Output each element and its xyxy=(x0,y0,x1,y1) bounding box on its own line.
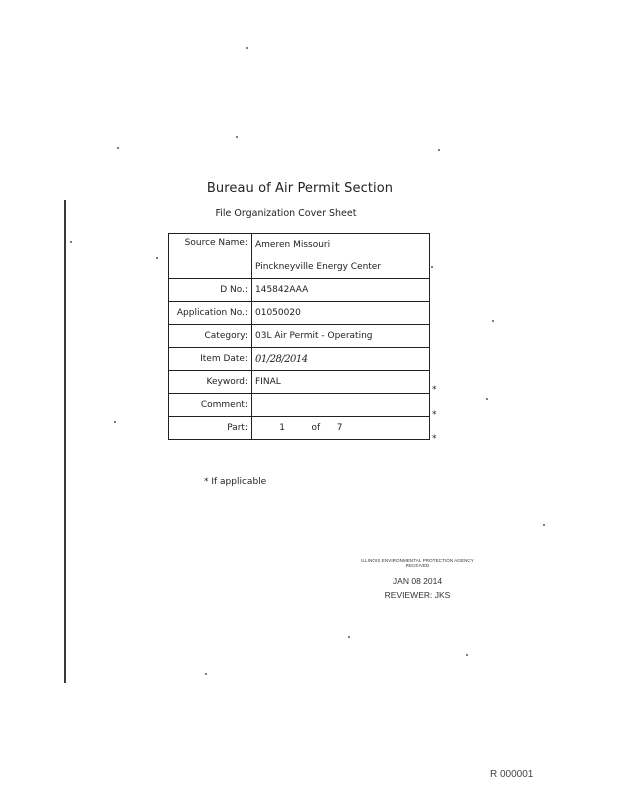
table-row xyxy=(169,394,430,417)
id-value: 145842AAA xyxy=(252,279,430,302)
table-row xyxy=(169,371,430,394)
item-date-value: 01/28/2014 xyxy=(252,348,430,371)
table-row xyxy=(169,279,430,302)
keyword-label: Keyword: xyxy=(169,371,252,394)
stamp-date: JAN 08 2014 xyxy=(392,576,443,586)
id-label: D No.: xyxy=(169,279,252,302)
part-asterisk: * xyxy=(432,434,437,444)
table-row xyxy=(169,325,430,348)
scan-speck xyxy=(70,241,72,243)
source-name-line2: Pinckneyville Energy Center xyxy=(255,262,382,272)
part-of: of xyxy=(311,423,321,433)
scan-speck xyxy=(486,398,488,400)
comment-value xyxy=(252,394,430,417)
application-label: Application No.: xyxy=(169,302,252,325)
cover-sheet-table xyxy=(168,233,430,440)
document-subtitle: File Organization Cover Sheet xyxy=(215,208,357,219)
scan-speck xyxy=(246,47,248,49)
document-title: Bureau of Air Permit Section xyxy=(206,181,394,196)
scan-speck xyxy=(438,149,440,151)
scan-speck xyxy=(348,636,350,638)
source-name-label: Source Name: xyxy=(169,234,252,279)
comment-asterisk: * xyxy=(432,410,437,420)
scan-speck xyxy=(543,524,545,526)
scan-speck xyxy=(117,147,119,149)
bates-number: R 000001 xyxy=(490,769,534,780)
comment-label: Comment: xyxy=(169,394,252,417)
stamp-reviewer: REVIEWER: JKS xyxy=(384,590,451,600)
scan-speck xyxy=(114,421,116,423)
category-value: 03L Air Permit - Operating xyxy=(252,325,430,348)
part-total: 7 xyxy=(336,423,343,433)
part-number: 1 xyxy=(279,423,285,433)
part-label: Part: xyxy=(169,417,252,440)
scan-speck xyxy=(156,257,158,259)
scan-speck xyxy=(431,266,433,268)
keyword-value: FINAL xyxy=(252,371,430,394)
source-name-line1: Ameren Missouri xyxy=(255,240,331,250)
scan-speck xyxy=(205,673,207,675)
scan-edge-line xyxy=(64,200,66,683)
stamp-header-line1: ILLINOIS ENVIRONMENTAL PROTECTION AGENCY xyxy=(361,558,474,563)
scan-speck xyxy=(236,136,238,138)
stamp-header-line2: RECEIVED xyxy=(405,563,430,568)
footnote: * If applicable xyxy=(204,477,267,487)
scan-speck xyxy=(492,320,494,322)
keyword-asterisk: * xyxy=(432,385,437,395)
table-row xyxy=(169,302,430,325)
application-value: 01050020 xyxy=(252,302,430,325)
source-name-value xyxy=(252,234,430,279)
table-row xyxy=(169,234,430,279)
received-stamp xyxy=(360,558,475,600)
part-value xyxy=(252,417,430,440)
table-row xyxy=(169,417,430,440)
category-label: Category: xyxy=(169,325,252,348)
item-date-label: Item Date: xyxy=(169,348,252,371)
scan-speck xyxy=(466,654,468,656)
table-row xyxy=(169,348,430,371)
